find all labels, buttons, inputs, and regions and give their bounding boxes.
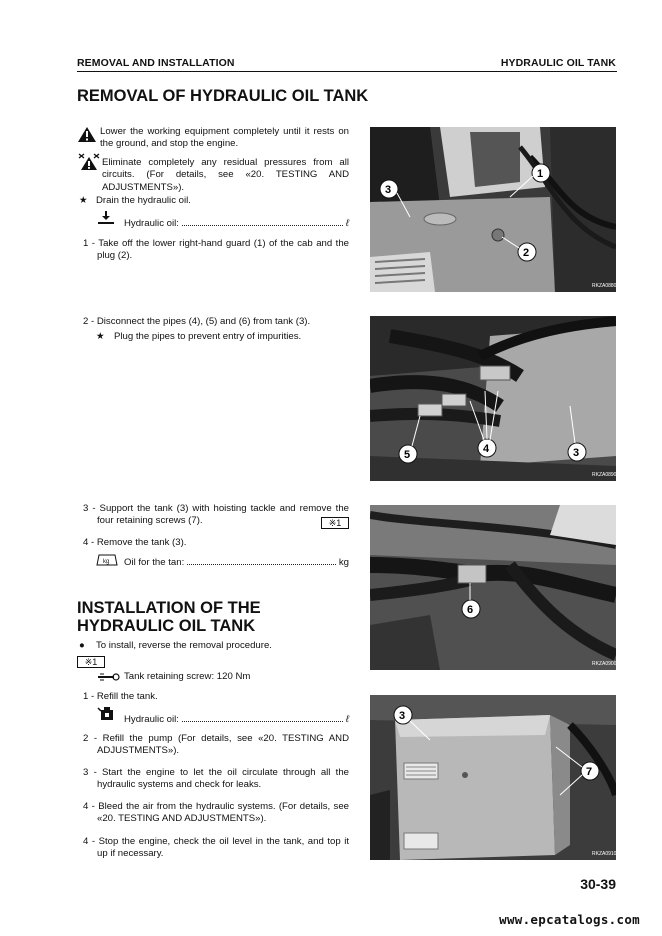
callout-7: 7 — [586, 766, 593, 778]
callout-3: 3 — [399, 710, 406, 722]
installation-title-line-2: HYDRAULIC OIL TANK — [77, 617, 256, 635]
warning-text-1: Lower the working equipment completely until it rests on the ground, and stop the engine. — [100, 126, 349, 150]
bullet-icon: ● — [79, 640, 85, 651]
torque-wrench-icon — [96, 670, 120, 688]
warning-text-2: Eliminate completely any residual pressures from all circuits. (For details, see «20. TESTING AND ADJUSTMENTS»). — [102, 157, 349, 193]
photo-code: RKZA0880 — [592, 283, 616, 289]
plug-instruction: Plug the pipes to prevent entry of impurities. — [114, 331, 302, 342]
section-header: REMOVAL AND INSTALLATION — [77, 57, 235, 69]
install-step-5: 4 - Stop the engine, check the oil level in the tank, and top it up if necessary. — [83, 836, 349, 860]
star-icon: ★ — [79, 195, 88, 206]
warning-triangle-icon — [77, 126, 97, 148]
callout-1: 1 — [537, 168, 544, 180]
install-step-1: 1 - Refill the tank. — [83, 691, 158, 702]
star-icon: ★ — [96, 331, 105, 342]
photo-cab-guard — [370, 127, 616, 292]
install-step-2: 2 - Refill the pump (For details, see «20. TESTING AND ADJUSTMENTS»). — [83, 733, 349, 757]
watermark: www.epcatalogs.com — [499, 912, 640, 927]
hydraulic-oil-spec-install — [124, 714, 349, 726]
photo-code: RKZA0900 — [592, 661, 616, 667]
installation-title-line-1: INSTALLATION OF THE — [77, 599, 261, 617]
photo-tank-pipes — [370, 316, 616, 481]
callout-4: 4 — [483, 443, 490, 455]
photo-code: RKZA0910 — [592, 851, 616, 857]
torque-spec: Tank retaining screw: 120 Nm — [124, 671, 251, 682]
oil-unit: ℓ — [345, 218, 349, 229]
reverse-procedure-text: To install, reverse the removal procedure. — [96, 640, 272, 651]
dot-leader — [182, 721, 343, 722]
removal-title: REMOVAL OF HYDRAULIC OIL TANK — [77, 87, 369, 105]
page-number: 30-39 — [580, 876, 616, 892]
callout-6: 6 — [467, 604, 474, 616]
removal-step-3: 3 - Support the tank (3) with hoisting tackle and remove the four retaining screws (7). — [83, 503, 349, 527]
callout-2: 2 — [523, 247, 530, 259]
topic-header: HYDRAULIC OIL TANK — [500, 57, 616, 69]
photo-code: RKZA0890 — [592, 472, 616, 478]
tank-weight-spec — [124, 557, 349, 569]
removal-step-2: 2 - Disconnect the pipes (4), (5) and (6) from tank (3). — [83, 316, 311, 327]
callout-3: 3 — [573, 447, 580, 459]
tank-weight-label: Oil for the tan: — [124, 557, 185, 568]
weight-unit: kg — [338, 557, 349, 568]
svg-text:kg: kg — [103, 559, 110, 565]
dot-leader — [187, 564, 336, 565]
oil-can-icon — [97, 705, 117, 726]
callout-3: 3 — [385, 184, 392, 196]
photo-pipe-six — [370, 505, 616, 670]
photo-tank-screws — [370, 695, 616, 860]
header-rule — [77, 71, 617, 72]
reference-mark-1: ※1 — [321, 517, 349, 529]
oil-drain-icon — [96, 210, 116, 231]
reference-mark-1: ※1 — [77, 656, 105, 668]
install-step-3: 3 - Start the engine to let the oil circulate through all the hydraulic systems and check for leaks. — [83, 767, 349, 791]
drain-instruction: Drain the hydraulic oil. — [96, 195, 191, 206]
dot-leader — [182, 225, 343, 226]
install-step-4: 4 - Bleed the air from the hydraulic systems. (For details, see «20. TESTING AND ADJUSTMENTS»). — [83, 801, 349, 825]
oil-unit: ℓ — [345, 714, 349, 725]
scale-kg-icon — [96, 552, 118, 571]
hydraulic-oil-label: Hydraulic oil: — [124, 218, 179, 229]
removal-step-1: 1 - Take off the lower right-hand guard (1) of the cab and the plug (2). — [83, 238, 349, 262]
callout-5: 5 — [404, 449, 411, 461]
pressure-warning-icon — [77, 153, 101, 176]
hydraulic-oil-label: Hydraulic oil: — [124, 714, 179, 725]
removal-step-4: 4 - Remove the tank (3). — [83, 537, 187, 548]
hydraulic-oil-spec — [124, 218, 349, 230]
